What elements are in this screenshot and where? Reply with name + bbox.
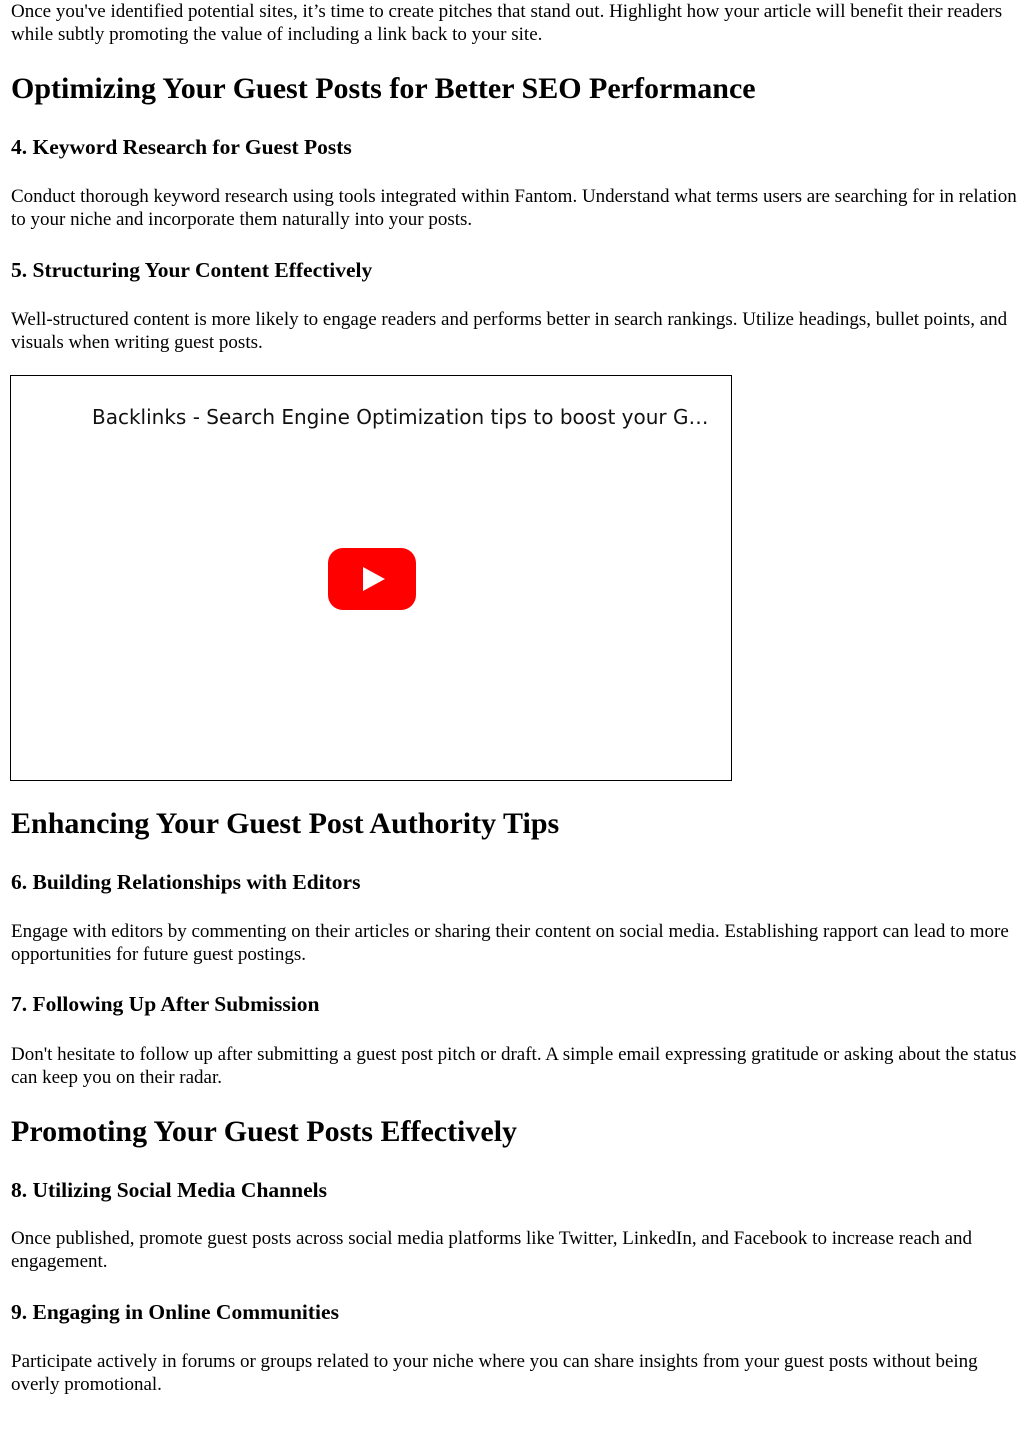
play-button-graphic [328,548,416,610]
section-heading-seo: Optimizing Your Guest Posts for Better SEO Performance [11,72,756,105]
section-heading-authority: Enhancing Your Guest Post Authority Tips [11,807,560,840]
subheading-keyword-research: 4. Keyword Research for Guest Posts [11,135,352,159]
paragraph-structuring-content: Well-structured content is more likely to engage readers and performs better in search rankings. Utilize headings, bullet points, and visuals when writing guest posts. [11,309,1008,353]
paragraph-keyword-research: Conduct thorough keyword research using tools integrated within Fantom. Understand what terms users are searching for in relation to your niche and incorporate them naturally into your posts. [11,186,1017,230]
section-heading-promoting: Promoting Your Guest Posts Effectively [11,1115,518,1148]
subheading-online-communities: 9. Engaging in Online Communities [11,1300,339,1324]
subheading-following-up: 7. Following Up After Submission [11,992,320,1016]
video-embed[interactable] [10,375,732,781]
subheading-building-relationships: 6. Building Relationships with Editors [11,870,361,894]
paragraph-social-media: Once published, promote guest posts across social media platforms like Twitter, LinkedIn, and Facebook to increase reach and engagement. [11,1228,973,1272]
subheading-social-media: 8. Utilizing Social Media Channels [11,1178,327,1202]
paragraph-online-communities: Participate actively in forums or groups related to your niche where you can share insights from your guest posts without being overly promotional. [11,1351,978,1395]
paragraph-building-relationships: Engage with editors by commenting on their articles or sharing their content on social media. Establishing rapport can lead to more opportunities for future guest postings. [11,921,1009,965]
youtube-play-icon[interactable] [328,548,416,610]
subheading-structuring-content: 5. Structuring Your Content Effectively [11,258,373,282]
paragraph-following-up: Don't hesitate to follow up after submitting a guest post pitch or draft. A simple email expressing gratitude or asking about the status can keep you on their radar. [11,1044,1017,1088]
video-title[interactable]: Backlinks - Search Engine Optimization tips to boost your G… [92,405,709,429]
intro-paragraph: Once you've identified potential sites, it’s time to create pitches that stand out. Highlight how your article will benefit their readers while subtly promoting the value of including a link back to your site. [11,1,1003,45]
